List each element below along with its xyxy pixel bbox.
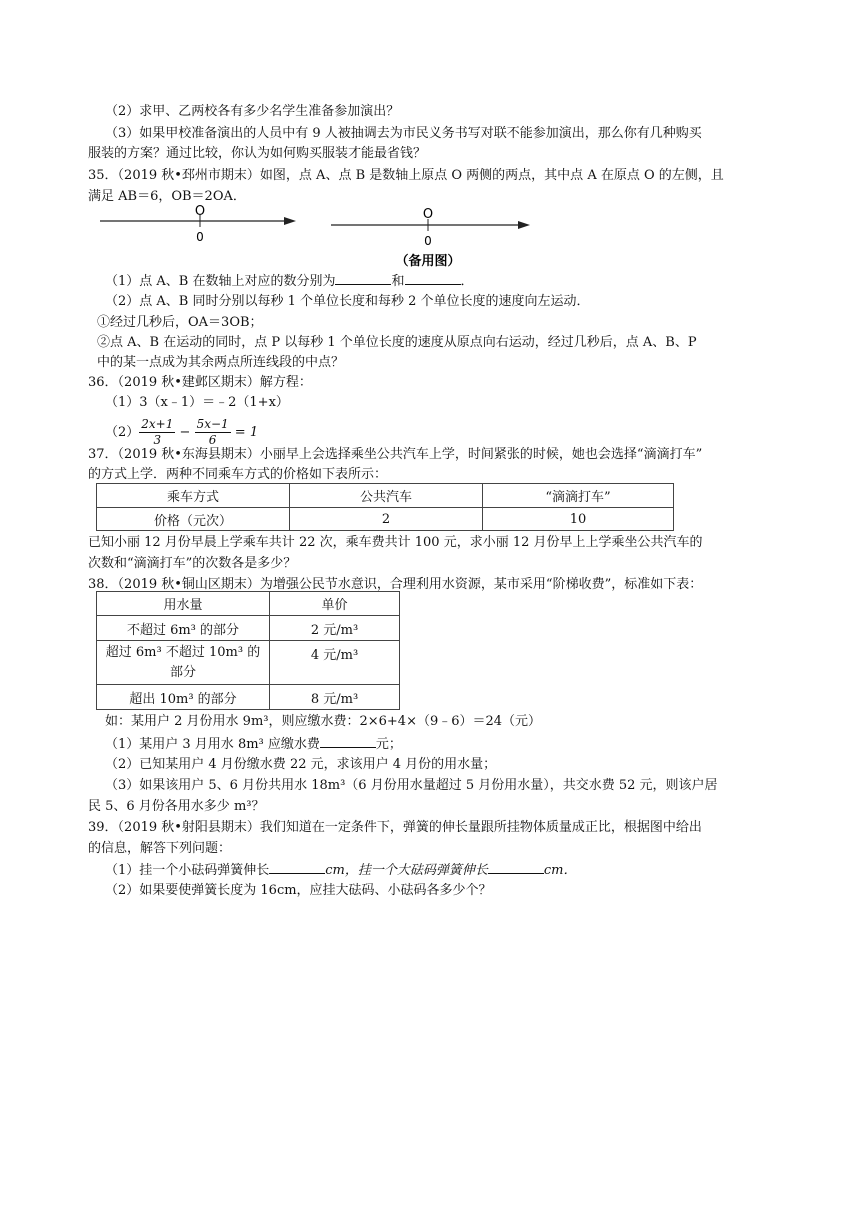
q39-part2: （2）如果要使弹簧长度为 16cm，应挂大砝码、小砝码各多少个？ [105,883,492,898]
table38-row3-price: 8 元/m³ [270,685,400,710]
q39-heading-line1: 39．（2019 秋•射阳县期末）我们知道在一定条件下，弹簧的伸长量跟所挂物体质量成正比，根据图中给出 [88,820,702,835]
q34-part2: （2）求甲、乙两校各有多少名学生准备参加演出？ [105,104,400,119]
equation2-rhs: = 1 [234,425,259,440]
table37-cell-1: 价格（元次） [97,508,290,531]
answer-blank-b[interactable] [405,272,461,285]
fraction-2 [195,417,231,448]
answer-blank-a[interactable] [335,272,391,285]
table37-cell-2: 2 [290,508,483,531]
q39-part1 [105,861,577,880]
fraction-2-numerator: 5x−1 [196,417,229,431]
q35-part2-sub2-line2: 中的某一点成为其余两点所连线段的中点？ [97,355,345,370]
q35-part1 [105,272,474,291]
spare-zero-label: 0 [424,234,432,248]
table38-row2-usage: 超过 6m³ 不超过 10m³ 的部分 [97,641,270,685]
fraction-1 [139,417,175,448]
table37-cell-3: 10 [483,508,674,531]
q35-part1-and: 和 [391,274,405,289]
answer-blank-large[interactable] [488,861,544,874]
water-price-table [96,591,400,710]
q36-heading: 36．（2019 秋•建邺区期末）解方程： [88,375,312,390]
table38-header-2: 单价 [270,592,400,616]
answer-blank-fee[interactable] [320,735,376,748]
q39-part1-end: cm． [543,863,577,878]
q38-example: 如：某用户 2 月份用水 9m³，则应缴水费：2×6+4×（9﹣6）＝24（元） [105,714,542,729]
q35-heading-line1: 35．（2019 秋•邳州市期末）如图，点 A、点 B 是数轴上原点 O 两侧的两点，其中点 A 在原点 O 的左侧，且 [88,168,724,183]
table37-header-2: 公共汽车 [290,484,483,508]
bus-price-table [96,483,674,531]
q35-part1-end: ． [460,274,474,289]
q38-part2: （2）已知某用户 4 月份缴水费 22 元，求该用户 4 月份的用水量； [105,757,497,772]
table38-header-1: 用水量 [97,592,270,616]
q36-equation1: （1）3（x﹣1）＝﹣2（1+x） [105,395,289,410]
q38-part3-line2: 民 5、6 月份各用水多少 m³？ [88,799,265,814]
table38-row2-price: 4 元/m³ [270,641,400,685]
q35-heading-line2: 满足 AB＝6，OB＝2OA． [88,189,246,204]
number-line-arrow [284,217,296,225]
answer-blank-small[interactable] [269,861,325,874]
q39-heading-line2: 的信息，解答下列问题： [88,841,232,856]
spare-origin-letter: O [422,207,434,222]
q36-equation2-prefix: （2） [105,425,140,440]
q37-heading-line2: 的方式上学．两种不同乘车方式的价格如下表所示： [88,467,388,482]
q35-part2-sub1: ①经过几秒后，OA＝3OB； [97,315,263,330]
number-line-figure [0,200,860,270]
q37-tail-line1: 已知小丽 12 月份早晨上学乘车共计 22 次，乘车费共计 100 元，求小丽 12 月份早上上学乘坐公共汽车的 [88,535,703,550]
q36-equation2 [105,416,258,450]
minus-sign: − [179,425,191,440]
q35-part2: （2）点 A、B 同时分别以每秒 1 个单位长度和每秒 2 个单位长度的速度向左运动． [105,294,590,309]
table38-row1-price: 2 元/m³ [270,616,400,641]
zero-label: 0 [196,230,204,244]
q38-heading: 38．（2019 秋•铜山区期末）为增强公民节水意识，合理利用水资源，某市采用“阶梯收费”，标准如下表： [88,577,703,592]
spare-number-line-arrow [518,221,530,229]
q38-part1 [105,735,402,754]
q39-part1-mid: cm，挂一个大砝码弹簧伸长 [325,863,488,878]
origin-letter: O [194,204,206,219]
q34-part3-line1: （3）如果甲校准备演出的人员中有 9 人被抽调去为市民义务书写对联不能参加演出，那么你有几种购买 [105,126,702,141]
fraction-1-numerator: 2x+1 [141,417,174,431]
table38-row3-usage: 超出 10m³ 的部分 [97,685,270,710]
q38-part1-unit: 元； [375,737,402,752]
fraction-2-denominator: 6 [208,433,217,447]
q35-part1-text: （1）点 A、B 在数轴上对应的数分别为 [105,274,336,289]
q39-part1-text: （1）挂一个小砝码弹簧伸长 [105,863,270,878]
q37-heading-line1: 37．（2019 秋•东海县期末）小丽早上会选择乘坐公共汽车上学，时间紧张的时候，她也会选择“滴滴打车” [88,447,703,462]
q35-part2-sub2-line1: ②点 A、B 在运动的同时，点 P 以每秒 1 个单位长度的速度从原点向右运动，经过几秒后，点 A、B、P [97,335,697,350]
table37-header-1: 乘车方式 [97,484,290,508]
q34-part3-line2: 服装的方案？通过比较，你认为如何购买服装才能最省钱？ [88,146,427,161]
spare-figure-caption: （备用图） [395,254,461,269]
q38-part1-text: （1）某用户 3 月用水 8m³ 应缴水费 [105,737,320,752]
q38-part3-line1: （3）如果该用户 5、6 月份共用水 18m³（6 月份用水量超过 5 月份用水量），共交水费 52 元，则该户居 [105,778,718,793]
q37-tail-line2: 次数和“滴滴打车”的次数各是多少？ [88,556,297,571]
table37-header-3: “滴滴打车” [483,484,674,508]
table38-row1-usage: 不超过 6m³ 的部分 [97,616,270,641]
fraction-1-denominator: 3 [153,433,162,447]
